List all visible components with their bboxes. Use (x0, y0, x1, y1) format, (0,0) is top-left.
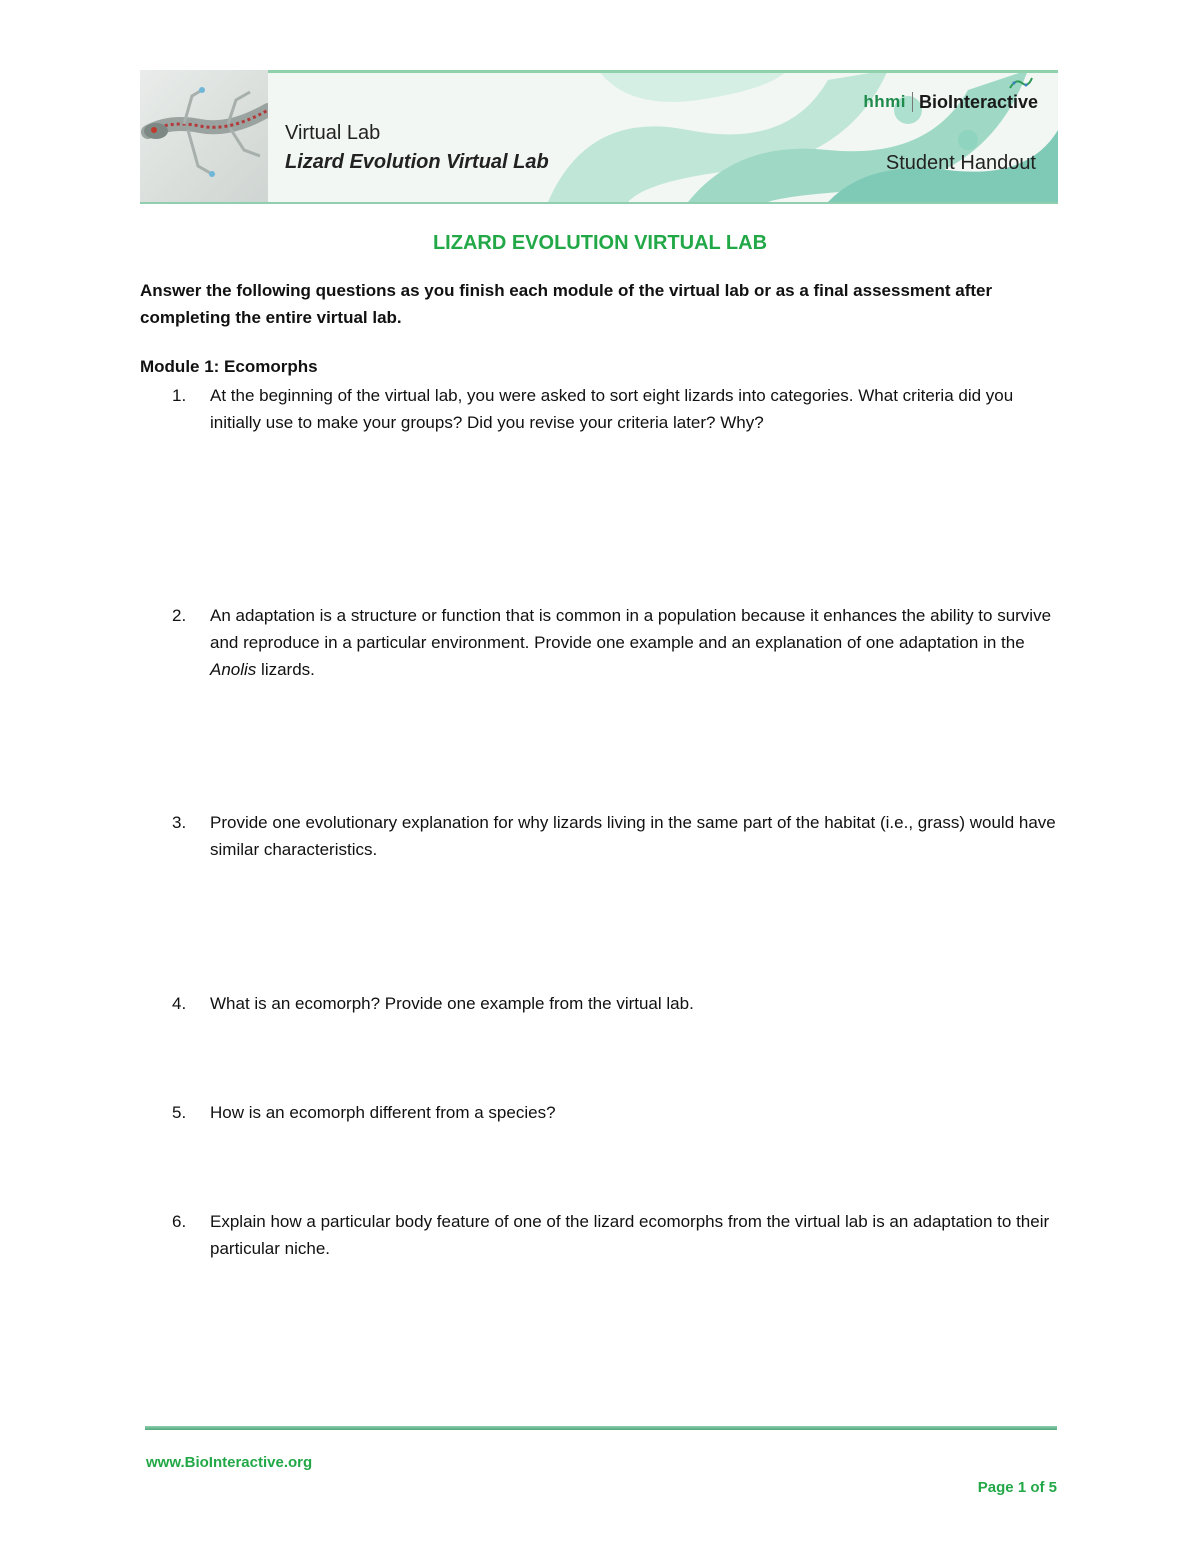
question-text-part: An adaptation is a structure or function that is common in a population because it enhances the ability to survive and reproduce in a particular environment. Provide one example and an explanation of one adaptation in the (210, 606, 1052, 652)
question-item (140, 382, 1060, 436)
lizard-xray-image (140, 70, 268, 202)
module-heading: Module 1: Ecomorphs (140, 357, 318, 376)
question-item (140, 1208, 1060, 1262)
logo-hhmi-text: hhmi (863, 92, 906, 111)
header-subtitle: Virtual Lab (285, 122, 381, 144)
genus-name-italic: Anolis (210, 660, 257, 679)
question-text: Provide one evolutionary explanation for why lizards living in the same part of the habitat (i.e., grass) would have similar characteristics. (210, 813, 1056, 859)
footer-rule (145, 1426, 1057, 1430)
student-handout-label: Student Handout (885, 152, 1036, 174)
question-text: At the beginning of the virtual lab, you were asked to sort eight lizards into categories. What criteria did you initially use to make your groups? Did you revise your criteria later? Why? (210, 386, 1014, 432)
question-number: 4. (172, 994, 187, 1013)
footer-website-link[interactable]: www.BioInteractive.org (146, 1454, 313, 1471)
header-title: Lizard Evolution Virtual Lab (285, 151, 549, 173)
logo-separator (912, 92, 913, 112)
question-text (210, 602, 1060, 683)
question-text: Explain how a particular body feature of one of the lizard ecomorphs from the virtual lab is an adaptation to their particular niche. (210, 1212, 1050, 1258)
instructions-paragraph: Answer the following questions as you finish each module of the virtual lab or as a final assessment after completing the entire virtual lab. (140, 281, 993, 327)
question-text-part: lizards. (256, 660, 315, 679)
question-number: 1. (172, 386, 187, 405)
banner-top-rule (268, 70, 1058, 73)
question-text: What is an ecomorph? Provide one example from the virtual lab. (210, 994, 694, 1013)
page-number: Page 1 of 5 (977, 1479, 1057, 1496)
question-item (140, 602, 1060, 683)
question-text: How is an ecomorph different from a species? (210, 1103, 556, 1122)
document-title: LIZARD EVOLUTION VIRTUAL LAB (432, 232, 768, 254)
logo-biointeractive-text: BioInteractive (918, 91, 1038, 112)
question-item (140, 990, 1060, 1017)
lizard-logo-icon (1008, 74, 1034, 92)
page-header-banner (140, 70, 1058, 204)
hhmi-biointeractive-logo (863, 90, 1038, 114)
question-number: 2. (172, 606, 187, 625)
question-item (140, 809, 1060, 863)
question-item (140, 1099, 1060, 1126)
question-number: 3. (172, 813, 187, 832)
question-number: 5. (172, 1103, 187, 1122)
question-number: 6. (172, 1212, 187, 1231)
